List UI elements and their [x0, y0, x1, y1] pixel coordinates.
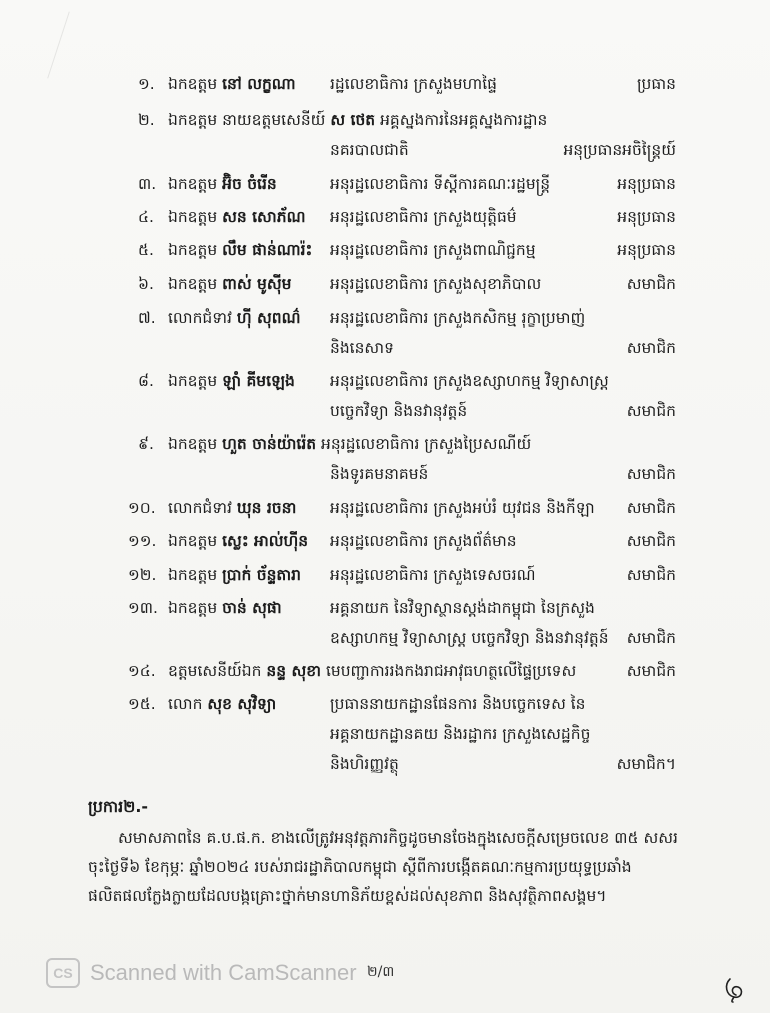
member-position: អគ្គនាយក នៃវិទ្យាស្ថានស្តង់ដាកម្ពុជា នៃក្រសួង	[330, 599, 595, 617]
member-position: អនុរដ្ឋលេខាធិការ ក្រសួងទេសចរណ៍	[330, 566, 536, 584]
member-person: ប្រាក់ ច័ន្ទតារា	[222, 566, 302, 584]
member-name	[168, 240, 312, 260]
member-position: អនុរដ្ឋលេខាធិការ ក្រសួងឧស្សាហកម្ម វិទ្យាសាស្ត្រ	[330, 372, 609, 390]
member-person: ហ៊ី សុពណ៌	[236, 309, 301, 327]
member-honorific: ឯកឧត្តម	[168, 275, 218, 293]
member-number: ៨.	[138, 372, 154, 390]
member-person: ស្លេះ អាល់ហ៊ីន	[222, 532, 309, 550]
article-paragraph: សមាសភាពនៃ គ.ប.ផ.ក. ខាងលើត្រូវអនុវត្តភារកិច្ចដូចមានចែងក្នុងសេចក្តីសម្រេចលេខ ៣៥ សសរ ចុះថ្ងៃទី៦ ខែកុម្ភៈ ឆ្នាំ២០២៤ របស់រាជរដ្ឋាភិបាលកម្ពុជា ស្តីពីការបង្កើតគណៈកម្មការប្រយុទ្ធប្រឆាំងផលិតផលក្លែងក្លាយដែលបង្កគ្រោះថ្នាក់មានហានិភ័យខ្ពស់ដល់សុខភាព និងសុវត្ថិភាពសង្គម។	[88, 829, 678, 905]
member-position: អនុរដ្ឋលេខាធិការ ក្រសួងកសិកម្ម រុក្ខាប្រមាញ់	[330, 309, 586, 327]
member-role: សមាជិក	[626, 402, 676, 420]
member-position: អនុរដ្ឋលេខាធិការ ក្រសួងសុខាភិបាល	[330, 275, 542, 293]
member-person: ឃុន រចនា	[236, 499, 297, 517]
member-name	[168, 694, 276, 714]
member-position: មេបញ្ជាការរងកងរាជអាវុធហត្ថលើផ្ទៃប្រទេស	[325, 662, 577, 680]
member-role: អនុប្រធានអចិន្ត្រៃយ៍	[563, 141, 676, 159]
member-person: សុខ សុវិទ្យា	[207, 695, 277, 713]
member-honorific: លោកជំទាវ	[168, 499, 232, 517]
camscanner-watermark	[46, 958, 357, 988]
member-role: អនុប្រធាន	[617, 175, 676, 193]
member-position-line2: និងទូរគមនាគមន៍	[330, 465, 429, 483]
member-position-line2: នគរបាលជាតិ	[330, 141, 409, 159]
initial-signature-icon	[722, 975, 748, 1003]
member-person: នន្ទ សុខា	[266, 662, 322, 680]
member-number: ១៥.	[128, 695, 156, 713]
member-position: អនុរដ្ឋលេខាធិការ ក្រសួងព័ត៌មាន	[330, 532, 517, 550]
member-number: ១.	[138, 75, 155, 93]
member-position: អនុរដ្ឋលេខាធិការ ទីស្ដីការគណៈរដ្ឋមន្ត្រី	[330, 175, 551, 193]
member-name	[168, 274, 292, 294]
member-position: អនុរដ្ឋលេខាធិការ ក្រសួងពាណិជ្ជកម្ម	[330, 241, 536, 259]
member-person: ចាន់ សុផា	[222, 599, 282, 617]
member-role: សមាជិក	[626, 566, 676, 584]
member-role: សមាជិក	[626, 275, 676, 293]
member-number: ៧.	[138, 309, 156, 327]
member-honorific: ឯកឧត្តម	[168, 175, 218, 193]
member-person: ពាស់ មូស៊ីម	[222, 275, 292, 293]
member-person: ហួត ចាន់យ៉ារ៉េត	[222, 435, 317, 453]
member-role: អនុប្រធាន	[617, 208, 676, 226]
member-position: ប្រធាននាយកដ្ឋានផែនការ និងបច្ចេកទេស នៃ	[330, 695, 586, 713]
member-honorific: ឯកឧត្តម	[168, 208, 218, 226]
camscanner-text: Scanned with CamScanner	[90, 960, 357, 985]
member-position-line2: និងនេសាទ	[330, 339, 394, 357]
member-role: សមាជិក	[626, 499, 676, 517]
member-position: រដ្ឋលេខាធិការ ក្រសួងមហាផ្ទៃ	[330, 75, 497, 93]
member-role: សមាជិក	[626, 532, 676, 550]
member-position-line2: បច្ចេកវិទ្យា និងនវានុវត្តន៍	[330, 402, 468, 420]
member-name	[168, 207, 306, 227]
member-person: ស ថេត	[330, 111, 376, 129]
member-position: អគ្គស្នងការនៃអគ្គស្នងការដ្ឋាន	[380, 111, 548, 129]
member-honorific: ឯកឧត្តម	[168, 599, 218, 617]
member-name	[168, 74, 296, 94]
member-number: ៣.	[138, 175, 157, 193]
member-name	[168, 174, 277, 194]
member-name	[168, 661, 576, 681]
member-honorific: ឧត្តមសេនីយ៍ឯក	[168, 662, 262, 680]
member-honorific: ឯកឧត្តម	[168, 566, 218, 584]
page-number: ២/៣	[367, 964, 395, 980]
camscanner-logo: CS	[46, 958, 80, 988]
member-position-line2: អគ្គនាយកដ្ឋានគយ និងរដ្ឋាករ ក្រសួងសេដ្ឋកិច្ច	[330, 725, 591, 743]
member-number: ១២.	[128, 566, 157, 584]
member-position-line2: ឧស្សាហកម្ម វិទ្យាសាស្ត្រ បច្ចេកវិទ្យា និងនវានុវត្តន៍	[330, 629, 609, 647]
member-role: សមាជិក	[626, 662, 676, 680]
member-name	[168, 498, 296, 518]
member-honorific: ឯកឧត្តម	[168, 435, 218, 453]
member-role: ប្រធាន	[636, 75, 676, 93]
member-role: សមាជិក។	[616, 755, 676, 773]
article-body	[88, 824, 688, 911]
member-honorific: លោក	[168, 695, 203, 713]
member-number: ១១.	[128, 532, 157, 550]
member-honorific: ឯកឧត្តម	[168, 75, 218, 93]
member-position: អនុរដ្ឋលេខាធិការ ក្រសួងប្រៃសណីយ៍	[321, 435, 532, 453]
member-name	[168, 434, 531, 454]
member-number: ២.	[138, 111, 155, 129]
member-honorific: ឯកឧត្តម	[168, 532, 218, 550]
member-role: សមាជិក	[626, 629, 676, 647]
member-number: ៩.	[138, 435, 154, 453]
member-name	[168, 598, 282, 618]
member-name	[168, 308, 301, 328]
member-name	[168, 565, 301, 585]
member-position: អនុរដ្ឋលេខាធិការ ក្រសួងយុត្តិធម៌	[330, 208, 517, 226]
member-person: សន សោភ័ណ	[222, 208, 306, 226]
member-person: លឹម ផាន់ណារ៉ះ	[222, 241, 313, 259]
member-honorific: ឯកឧត្តម នាយឧត្តមសេនីយ៍	[168, 111, 326, 129]
member-role: សមាជិក	[626, 465, 676, 483]
member-number: ៥.	[138, 241, 154, 259]
member-role: សមាជិក	[626, 339, 676, 357]
member-honorific: ឯកឧត្តម	[168, 241, 218, 259]
member-honorific: ឯកឧត្តម	[168, 372, 218, 390]
member-number: ១០.	[128, 499, 156, 517]
member-role: អនុប្រធាន	[617, 241, 676, 259]
member-number: ១៤.	[128, 662, 156, 680]
member-number: ៦.	[138, 275, 154, 293]
member-person: ឡាំ គីមឡេង	[222, 372, 295, 390]
member-person: អ៊ិច ចំរើន	[222, 175, 277, 193]
member-name	[168, 531, 308, 551]
article-title: ប្រការ២.-	[88, 797, 149, 816]
member-name	[168, 371, 295, 391]
member-position-line3: និងហិរញ្ញវត្ថុ	[330, 755, 399, 773]
scan-fold-line	[47, 12, 70, 79]
member-number: ៤.	[138, 208, 154, 226]
member-number: ១៣.	[128, 599, 158, 617]
member-position: អនុរដ្ឋលេខាធិការ ក្រសួងអប់រំ យុវជន និងកីឡា	[330, 499, 595, 517]
member-honorific: លោកជំទាវ	[168, 309, 232, 327]
member-person: នៅ លក្ខណា	[222, 75, 296, 93]
member-name	[168, 110, 547, 130]
